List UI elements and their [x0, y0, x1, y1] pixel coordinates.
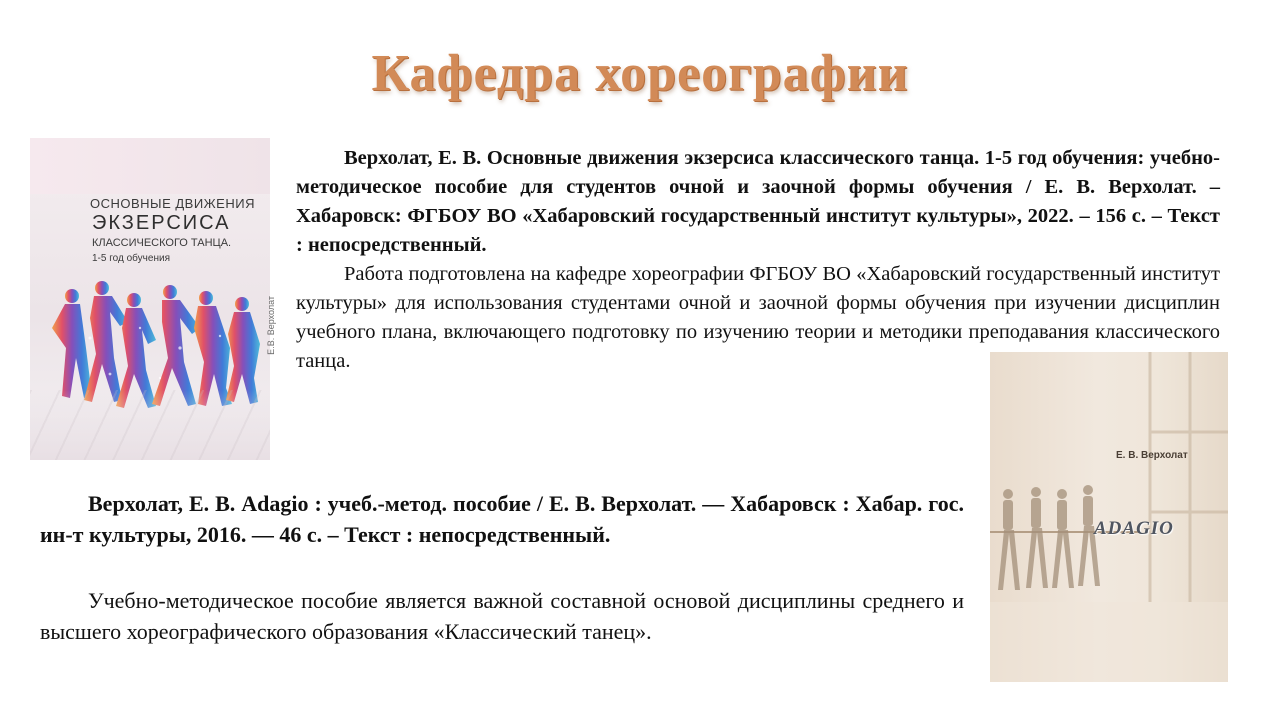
book-cover-exercise: [30, 138, 276, 460]
cover-title-main: ЭКЗЕРСИСА: [92, 212, 231, 234]
ballet-class-photo: [990, 352, 1228, 682]
book2-citation: Верхолат, Е. В. Adagio : учеб.-метод. пособие / Е. В. Верхолат. — Хабаровск : Хабар. гос. ин-т культуры, 2016. — 46 с. – Текст : непосредственный.: [40, 491, 964, 547]
book1-description: Работа подготовлена на кафедре хореографии ФГБОУ ВО «Хабаровский государственный институт культуры» для использования студентами очной и заочной формы обучения при изучении дисциплин учебного плана, включающего подготовку по изучению теории и методики преподавания классического танца.: [296, 263, 1220, 372]
cover-top-band: [30, 138, 270, 194]
cover-spine-author: Е.В. Верхолат: [266, 296, 276, 355]
book1-citation: Верхолат, Е. В. Основные движения экзерсиса классического танца. 1-5 год обучения: учебно-методическое пособие для студентов очной и заочной формы обучения / Е. В. Верхолат. – Хабаровск: ФГБОУ ВО «Хабаровский государственный институт культуры», 2022. – 156 с. – Текст : непосредственный.: [296, 147, 1220, 256]
cover-floor-pattern: [30, 390, 270, 460]
cover-subtitle: 1-5 год обучения: [92, 253, 170, 264]
cover-title-line: ОСНОВНЫЕ ДВИЖЕНИЯ: [90, 196, 255, 211]
cover-title-line: КЛАССИЧЕСКОГО ТАНЦА.: [92, 237, 232, 249]
slide-title: Кафедра хореографии: [371, 45, 909, 102]
book-cover-adagio: [990, 352, 1228, 682]
cover-author: Е. В. Верхолат: [1116, 450, 1188, 461]
book2-description: Учебно-методическое пособие является важной составной основой дисциплины среднего и высшего хореографического образования «Классический танец».: [40, 588, 964, 644]
cover-title: ADAGIO: [1094, 518, 1174, 539]
